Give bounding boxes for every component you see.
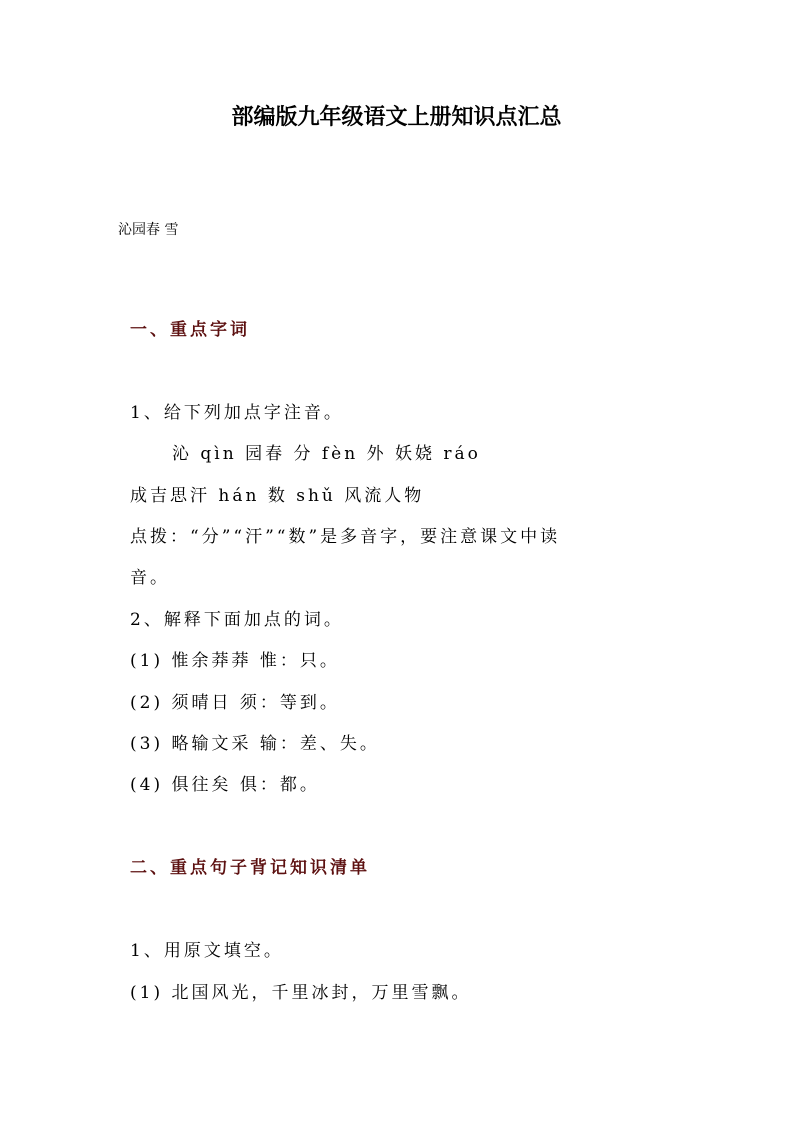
question-explain-words: 2、解释下面加点的词。: [130, 610, 344, 630]
explain-item-1: (1) 惟余莽莽 惟：只。: [130, 651, 340, 671]
pinyin-note-line-1: 点拨：“分”“汗”“数”是多音字，要注意课文中读: [130, 527, 561, 547]
question-pinyin: 1、给下列加点字注音。: [130, 403, 344, 423]
section-heading-key-sentences: 二、重点句子背记知识清单: [130, 858, 370, 878]
explain-item-2: (2) 须晴日 须：等到。: [130, 693, 340, 713]
document-subtitle: 沁园春 雪: [118, 222, 179, 238]
question-fill-blank: 1、用原文填空。: [130, 941, 284, 961]
pinyin-line-1: 沁 qìn 园春 分 fèn 外 妖娆 ráo: [172, 444, 481, 464]
explain-item-4: (4) 俱往矣 俱：都。: [130, 775, 320, 795]
pinyin-line-2: 成吉思汗 hán 数 shǔ 风流人物: [130, 486, 425, 506]
section-heading-key-words: 一、重点字词: [130, 320, 250, 340]
pinyin-note-line-2: 音。: [130, 568, 170, 588]
explain-item-3: (3) 略输文采 输：差、失。: [130, 734, 380, 754]
fill-blank-item-1: (1) 北国风光，千里冰封，万里雪飘。: [130, 983, 472, 1003]
document-title: 部编版九年级语文上册知识点汇总: [231, 104, 562, 130]
